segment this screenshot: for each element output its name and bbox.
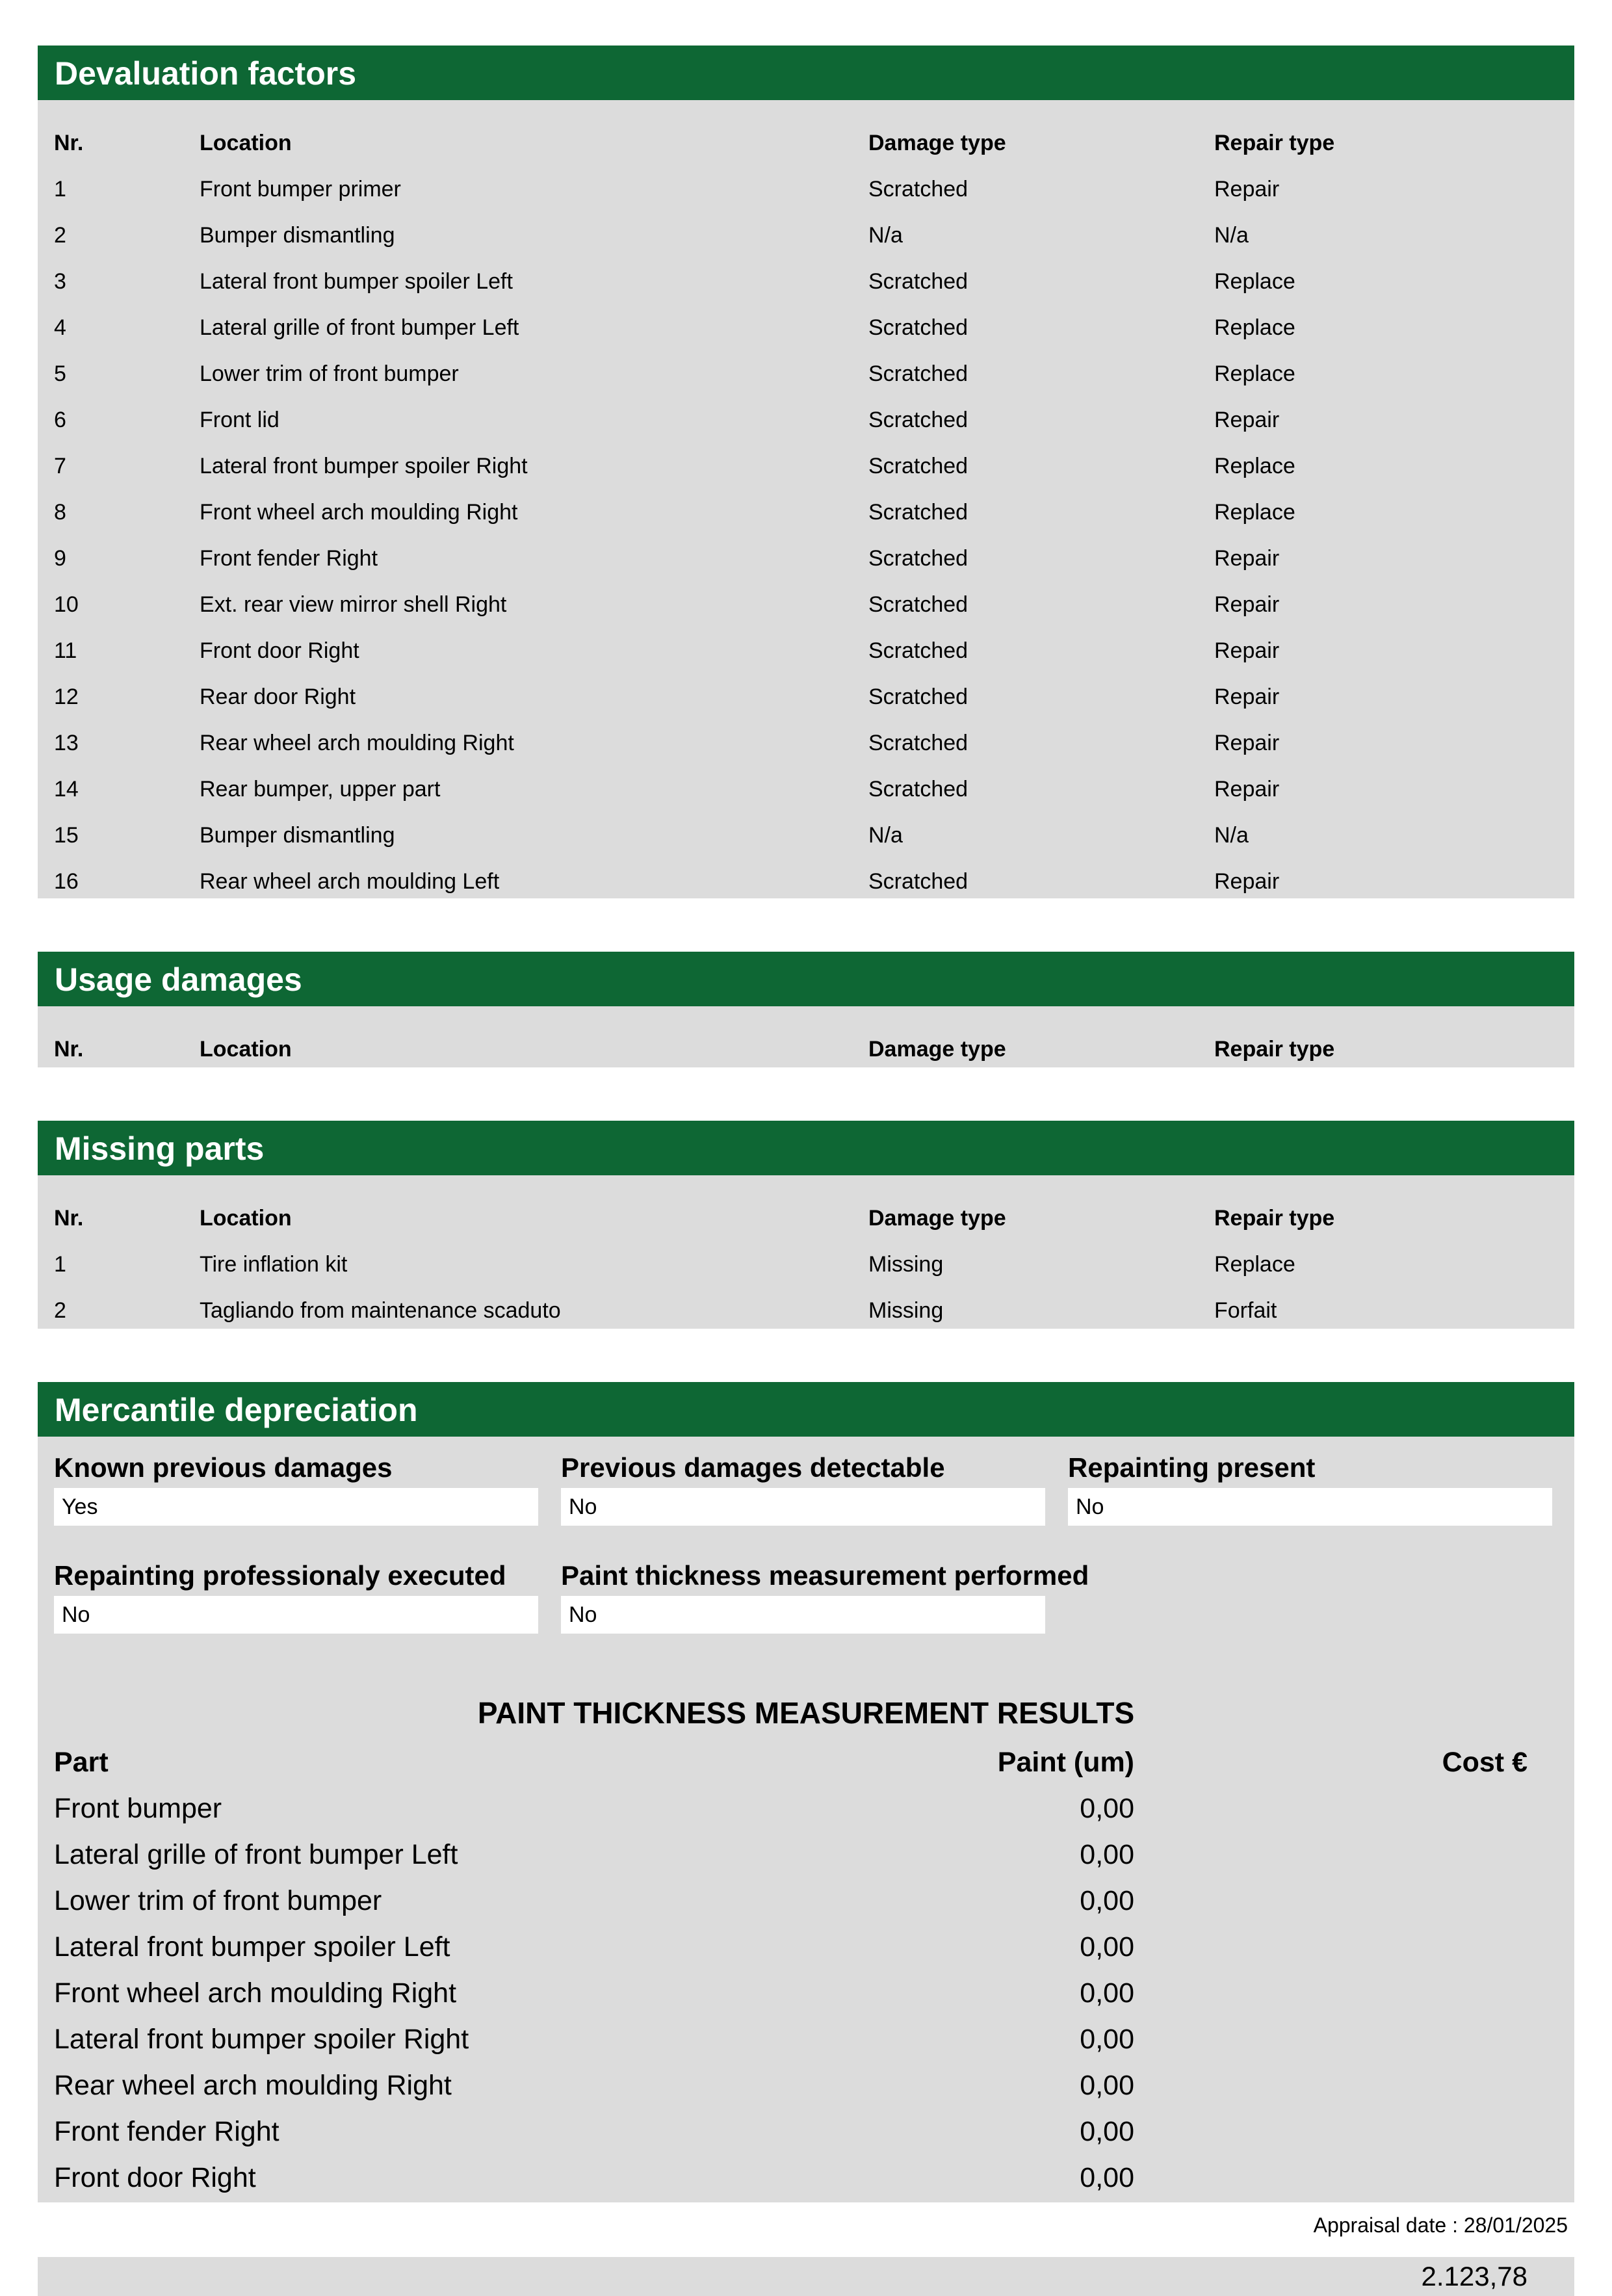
row-repair-type: N/a	[1214, 823, 1249, 848]
row-nr: 2	[54, 1298, 66, 1323]
table-row	[38, 536, 1574, 582]
row-damage-type: Scratched	[868, 869, 968, 894]
paint-row-value: 0,00	[1080, 2162, 1134, 2193]
row-damage-type: Missing	[868, 1298, 944, 1323]
paint-row-value: 0,00	[1080, 1977, 1134, 2009]
row-location: Tagliando from maintenance scaduto	[200, 1298, 561, 1323]
row-repair-type: Repair	[1214, 685, 1280, 709]
row-nr: 2	[54, 223, 66, 248]
row-repair-type: Replace	[1214, 454, 1295, 478]
row-repair-type: Repair	[1214, 592, 1280, 617]
row-damage-type: Scratched	[868, 592, 968, 617]
row-location: Rear wheel arch moulding Left	[200, 869, 500, 894]
paint-row-value: 0,00	[1080, 1931, 1134, 1963]
row-repair-type: Repair	[1214, 638, 1280, 663]
column-header-damage-type: Damage type	[868, 1037, 1006, 1062]
paint-table-row	[38, 2016, 1574, 2063]
table-row	[38, 859, 1574, 905]
column-header-nr: Nr.	[54, 1206, 84, 1231]
row-location: Front lid	[200, 408, 280, 432]
paint-row-value: 0,00	[1080, 2024, 1134, 2055]
paint-row-part: Front bumper	[54, 1793, 222, 1824]
paint-table-row	[38, 2063, 1574, 2109]
paint-row-part: Rear wheel arch moulding Right	[54, 2070, 452, 2101]
table-row	[38, 259, 1574, 305]
table-header-row	[38, 120, 1574, 166]
column-header-damage-type: Damage type	[868, 1206, 1006, 1231]
paint-table-row	[38, 2155, 1574, 2201]
row-nr: 1	[54, 1252, 66, 1277]
row-location: Lateral front bumper spoiler Left	[200, 269, 513, 294]
row-repair-type: Replace	[1214, 1252, 1295, 1277]
row-nr: 8	[54, 500, 66, 525]
table-row	[38, 397, 1574, 443]
column-header-location: Location	[200, 1206, 292, 1231]
section-title: Usage damages	[38, 952, 1574, 1006]
paint-row-value: 0,00	[1080, 1839, 1134, 1870]
column-header-part: Part	[54, 1747, 109, 1778]
row-location: Rear door Right	[200, 685, 356, 709]
paint-row-part: Front wheel arch moulding Right	[54, 1977, 457, 2009]
column-header-cost: Cost €	[1442, 1747, 1528, 1778]
known-previous-damages-value: Yes	[54, 1488, 538, 1526]
row-damage-type: Scratched	[868, 361, 968, 386]
row-location: Bumper dismantling	[200, 823, 395, 848]
total-value: 2.123,78	[1421, 2261, 1528, 2291]
paint-table-header-row	[38, 1740, 1574, 1786]
column-header-paint: Paint (um)	[997, 1747, 1134, 1778]
row-nr: 13	[54, 731, 79, 755]
table-header-row	[38, 1026, 1574, 1073]
row-nr: 1	[54, 177, 66, 202]
paint-thickness-measurement-performed-label: Paint thickness measurement performed	[561, 1560, 1089, 1591]
row-damage-type: Scratched	[868, 500, 968, 525]
row-nr: 12	[54, 685, 79, 709]
table-row	[38, 628, 1574, 674]
usage-damages-section	[38, 952, 1574, 1067]
column-header-repair-type: Repair type	[1214, 131, 1335, 155]
row-damage-type: Scratched	[868, 731, 968, 755]
row-nr: 14	[54, 777, 79, 802]
paint-table-row	[38, 1832, 1574, 1878]
row-damage-type: Scratched	[868, 177, 968, 202]
table-row	[38, 766, 1574, 813]
row-location: Front fender Right	[200, 546, 378, 571]
table-header-row	[38, 1195, 1574, 1242]
row-damage-type: Scratched	[868, 685, 968, 709]
paint-table-row	[38, 1786, 1574, 1832]
repainting-present-value: No	[1068, 1488, 1552, 1526]
mercantile-depreciation-section	[38, 1382, 1574, 2202]
table-row	[38, 813, 1574, 859]
row-damage-type: Scratched	[868, 269, 968, 294]
table-row	[38, 305, 1574, 351]
paint-thickness-results-title: PAINT THICKNESS MEASUREMENT RESULTS	[477, 1696, 1135, 1730]
devaluation-factors-section	[38, 46, 1574, 898]
column-header-damage-type: Damage type	[868, 131, 1006, 155]
column-header-nr: Nr.	[54, 1037, 84, 1062]
row-damage-type: Scratched	[868, 777, 968, 802]
paint-thickness-measurement-performed-value: No	[561, 1596, 1045, 1634]
row-repair-type: Repair	[1214, 869, 1280, 894]
section-title: Mercantile depreciation	[38, 1382, 1574, 1437]
paint-row-value: 0,00	[1080, 2070, 1134, 2101]
row-nr: 7	[54, 454, 66, 478]
paint-table-row	[38, 2109, 1574, 2155]
table-row	[38, 351, 1574, 397]
column-header-repair-type: Repair type	[1214, 1037, 1335, 1062]
paint-table-row	[38, 1924, 1574, 1970]
paint-row-part: Lateral grille of front bumper Left	[54, 1839, 458, 1870]
row-damage-type: Scratched	[868, 546, 968, 571]
row-repair-type: Repair	[1214, 546, 1280, 571]
table-row	[38, 213, 1574, 259]
appraisal-date: Appraisal date : 28/01/2025	[1313, 2213, 1568, 2237]
column-header-location: Location	[200, 131, 292, 155]
row-repair-type: Forfait	[1214, 1298, 1277, 1323]
paint-row-part: Lateral front bumper spoiler Right	[54, 2024, 469, 2055]
row-repair-type: Repair	[1214, 177, 1280, 202]
section-title: Devaluation factors	[38, 46, 1574, 100]
row-nr: 11	[54, 638, 77, 663]
missing-parts-section	[38, 1121, 1574, 1329]
paint-row-value: 0,00	[1080, 1885, 1134, 1916]
paint-row-part: Lateral front bumper spoiler Left	[54, 1931, 450, 1963]
row-repair-type: Replace	[1214, 269, 1295, 294]
row-damage-type: N/a	[868, 223, 903, 248]
row-nr: 3	[54, 269, 66, 294]
row-repair-type: Repair	[1214, 408, 1280, 432]
row-nr: 10	[54, 592, 79, 617]
table-row	[38, 1242, 1574, 1288]
row-location: Rear wheel arch moulding Right	[200, 731, 514, 755]
repainting-professionally-executed-label: Repainting professionaly executed	[54, 1560, 506, 1591]
row-location: Tire inflation kit	[200, 1252, 348, 1277]
repainting-present-label: Repainting present	[1068, 1452, 1316, 1483]
row-repair-type: Replace	[1214, 315, 1295, 340]
row-repair-type: Replace	[1214, 361, 1295, 386]
table-row	[38, 489, 1574, 536]
row-damage-type: Scratched	[868, 408, 968, 432]
column-header-repair-type: Repair type	[1214, 1206, 1335, 1231]
row-location: Ext. rear view mirror shell Right	[200, 592, 507, 617]
row-nr: 9	[54, 546, 66, 571]
row-location: Lateral grille of front bumper Left	[200, 315, 519, 340]
paint-row-part: Front door Right	[54, 2162, 256, 2193]
table-row	[38, 582, 1574, 628]
table-row	[38, 674, 1574, 720]
row-location: Front door Right	[200, 638, 359, 663]
row-damage-type: Scratched	[868, 454, 968, 478]
paint-table-row	[38, 1878, 1574, 1924]
row-repair-type: Replace	[1214, 500, 1295, 525]
row-location: Front wheel arch moulding Right	[200, 500, 518, 525]
paint-row-value: 0,00	[1080, 1793, 1134, 1824]
paint-row-part: Front fender Right	[54, 2116, 280, 2147]
column-header-location: Location	[200, 1037, 292, 1062]
row-repair-type: Repair	[1214, 777, 1280, 802]
total-strip	[38, 2257, 1574, 2296]
row-repair-type: Repair	[1214, 731, 1280, 755]
row-nr: 6	[54, 408, 66, 432]
column-header-nr: Nr.	[54, 131, 84, 155]
repainting-professionally-executed-value: No	[54, 1596, 538, 1634]
table-row	[38, 443, 1574, 489]
paint-row-value: 0,00	[1080, 2116, 1134, 2147]
row-damage-type: Missing	[868, 1252, 944, 1277]
row-location: Bumper dismantling	[200, 223, 395, 248]
row-location: Lower trim of front bumper	[200, 361, 459, 386]
section-title: Missing parts	[38, 1121, 1574, 1175]
paint-row-part: Lower trim of front bumper	[54, 1885, 382, 1916]
row-location: Front bumper primer	[200, 177, 401, 202]
previous-damages-detectable-value: No	[561, 1488, 1045, 1526]
row-nr: 4	[54, 315, 66, 340]
row-location: Lateral front bumper spoiler Right	[200, 454, 528, 478]
row-repair-type: N/a	[1214, 223, 1249, 248]
row-damage-type: Scratched	[868, 315, 968, 340]
row-nr: 5	[54, 361, 66, 386]
table-row	[38, 166, 1574, 213]
paint-table-row	[38, 1970, 1574, 2016]
row-damage-type: N/a	[868, 823, 903, 848]
table-row	[38, 1288, 1574, 1334]
row-damage-type: Scratched	[868, 638, 968, 663]
row-location: Rear bumper, upper part	[200, 777, 441, 802]
known-previous-damages-label: Known previous damages	[54, 1452, 393, 1483]
row-nr: 16	[54, 869, 79, 894]
table-row	[38, 720, 1574, 766]
row-nr: 15	[54, 823, 79, 848]
previous-damages-detectable-label: Previous damages detectable	[561, 1452, 945, 1483]
